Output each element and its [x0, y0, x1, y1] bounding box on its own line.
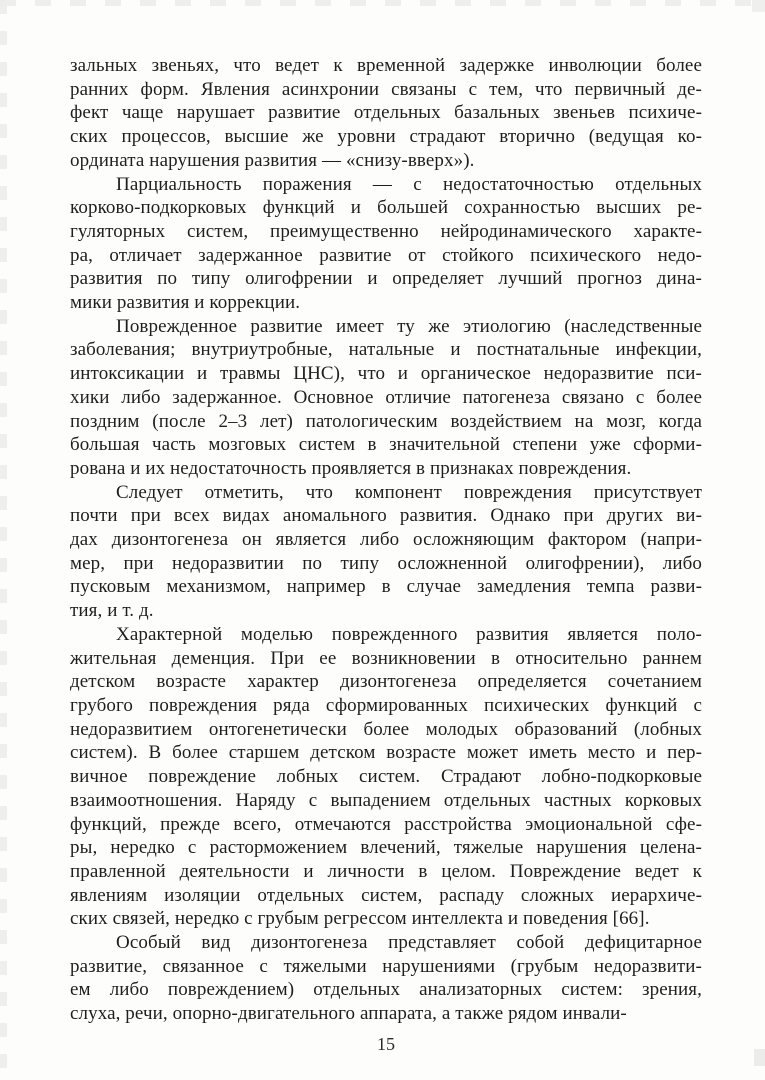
text-line: детском возрасте характер дизонтогенеза определяется сочетанием	[70, 671, 702, 693]
text-line: Следует отметить, что компонент повреждения присутствует	[116, 481, 702, 503]
text-block	[70, 54, 702, 1026]
scan-edge-left-noise	[0, 0, 7, 1080]
text-line: Характерной моделью поврежденного развития является поло-	[116, 623, 702, 645]
text-line: тия, и т. д.	[70, 600, 154, 622]
text-line: мер, при недоразвитии по типу осложненной олигофрении), либо	[70, 552, 702, 574]
text-line: почти при всех видах аномального развития. Однако при других ви-	[70, 505, 702, 527]
text-line: систем). В более старшем детском возрасте может иметь место и пер-	[70, 742, 702, 764]
scan-corner-bottom-right-noise	[754, 1049, 765, 1066]
text-line: развитие, связанное с тяжелыми нарушениями (грубым недоразвити-	[70, 955, 702, 977]
text-line: ордината нарушения развития — «снизу-вверх»).	[70, 149, 475, 171]
text-line: недоразвитием онтогенетически более молодых образований (лобных	[70, 718, 702, 740]
text-line: взаимоотношения. Наряду с выпадением отдельных частных корковых	[70, 789, 702, 811]
paragraph-6	[70, 931, 702, 1026]
text-line: заболевания; внутриутробные, натальные и постнатальные инфекции,	[70, 339, 702, 361]
scan-corner-top-right-noise	[752, 0, 765, 12]
text-line: вичное повреждение лобных систем. Страдают лобно-подкорковые	[70, 766, 702, 788]
text-line: рована и их недостаточность проявляется в признаках повреждения.	[70, 457, 632, 479]
text-line: Парциальность поражения — с недостаточностью отдельных	[116, 173, 702, 195]
text-line: Поврежденное развитие имеет ту же этиологию (наследственные	[116, 315, 702, 337]
text-line: жительная деменция. При ее возникновении в относительно раннем	[70, 647, 702, 669]
paragraph-2	[70, 173, 702, 315]
text-line: большая часть мозговых систем в значительной степени уже сформи-	[70, 434, 702, 456]
paragraph-1	[70, 54, 702, 173]
text-line: функций, прежде всего, отмечаются расстройства эмоциональной сфе-	[70, 813, 702, 835]
paragraph-3	[70, 315, 702, 481]
text-line: грубого повреждения ряда сформированных психических функций с	[70, 694, 702, 716]
text-line: ем либо повреждением) отдельных анализаторных систем: зрения,	[70, 979, 702, 1001]
text-line: дах дизонтогенеза он является либо осложняющим фактором (напри-	[70, 529, 702, 551]
text-line: правленной деятельности и личности в целом. Повреждение ведет к	[70, 860, 702, 882]
scan-edge-top-noise	[0, 0, 765, 6]
text-line: ранних форм. Явления асинхронии связаны с тем, что первичный де-	[70, 78, 702, 100]
text-line: слуха, речи, опорно-двигательного аппарата, а также рядом инвали-	[70, 1003, 627, 1025]
text-line: интоксикации и травмы ЦНС), что и органическое недоразвитие пси-	[70, 363, 702, 385]
text-line: Особый вид дизонтогенеза представляет собой дефицитарное	[116, 932, 702, 954]
text-line: гуляторных систем, преимущественно нейродинамического характе-	[70, 220, 702, 242]
text-line: ры, нередко с расторможением влечений, тяжелые нарушения целена-	[70, 837, 702, 859]
text-line: явлениям изоляции отдельных систем, распаду сложных иерархиче-	[70, 884, 702, 906]
text-line: пусковым механизмом, например в случае замедления темпа разви-	[70, 576, 702, 598]
text-line: ских связей, нередко с грубым регрессом интеллекта и поведения [66].	[70, 908, 650, 930]
paragraph-4	[70, 481, 702, 623]
text-line: ских процессов, высшие же уровни страдают вторично (ведущая ко-	[70, 126, 702, 148]
text-line: корково-подкорковых функций и большей сохранностью высших ре-	[70, 197, 702, 219]
text-line: ра, отличает задержанное развитие от стойкого психического недо-	[70, 244, 702, 266]
text-line: фект чаще нарушает развитие отдельных базальных звеньев психиче-	[70, 102, 702, 124]
page-number: 15	[377, 1034, 395, 1054]
text-line: зальных звеньях, что ведет к временной задержке инволюции более	[70, 55, 702, 76]
text-line: хики либо задержанное. Основное отличие патогенеза связано с более	[70, 386, 702, 408]
text-line: поздним (после 2–3 лет) патологическим воздействием на мозг, когда	[70, 410, 702, 432]
text-line: мики развития и коррекции.	[70, 292, 301, 314]
text-line: развития по типу олигофрении и определяет лучший прогноз дина-	[70, 268, 702, 290]
paragraph-5	[70, 623, 702, 931]
